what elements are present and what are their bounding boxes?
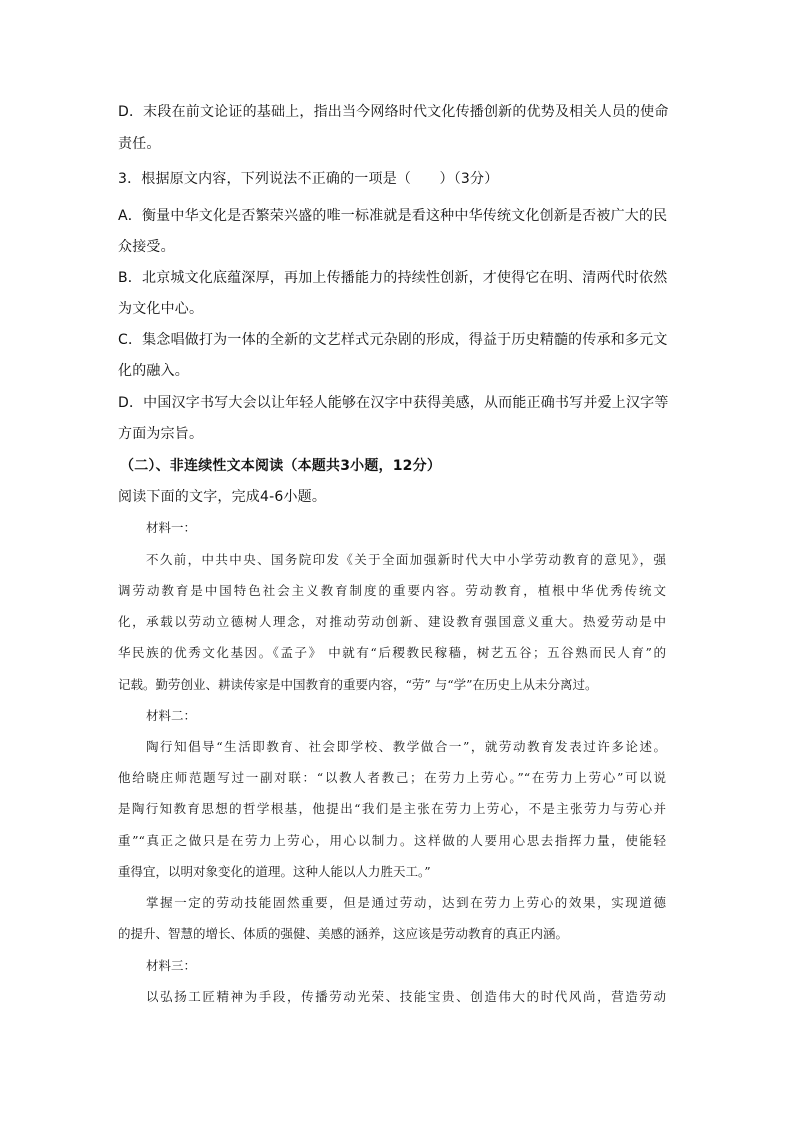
q3-option-d-line1: D．中国汉字书写大会以让年轻人能够在汉字中获得美感，从而能正确书写并爱上汉字等 bbox=[118, 395, 669, 411]
material2-line: 陶行知倡导“生活即教育、社会即学校、教学做合一”，就劳动教育发表过许多论述。 bbox=[146, 739, 666, 754]
q3-option-c-line1: C．集念唱做打为一体的全新的文艺样式元杂剧的形成，得益于历史精髓的传承和多元文 bbox=[118, 332, 668, 348]
q3-stem: 3．根据原文内容，下列说法不正确的一项是（ ）（3分） bbox=[118, 171, 499, 187]
material2-line: 的提升、智慧的增长、体质的强健、美感的涵养，这应该是劳动教育的真正内涵。 bbox=[118, 926, 569, 941]
q3-option-b-line2: 为文化中心。 bbox=[118, 301, 204, 317]
material3-label: 材料三： bbox=[146, 958, 197, 973]
material1-line: 华民族的优秀文化基因。《孟子》 中就有“后稷教民稼穑，树艺五谷；五谷熟而民人育”的 bbox=[118, 645, 666, 660]
q3-option-a-line1: A．衡量中华文化是否繁荣兴盛的唯一标准就是看这种中华传统文化创新是否被广大的民 bbox=[118, 208, 668, 224]
material2-line: 重”“真正之做只是在劳力上劳心，用心以制力。这样做的人要用心思去指挥力量，使能轻 bbox=[118, 833, 666, 848]
section-heading: （二）、非连续性文本阅读（本题共3小题，12分） bbox=[120, 458, 442, 474]
material1-label: 材料一： bbox=[146, 520, 197, 535]
material3-line: 以弘扬工匠精神为手段，传播劳动光荣、技能宝贵、创造伟大的时代风尚，营造劳动 bbox=[146, 989, 666, 1004]
section-instruction: 阅读下面的文字，完成4-6小题。 bbox=[118, 489, 327, 505]
q3-option-b-line1: B．北京城文化底蕴深厚，再加上传播能力的持续性创新，才使得它在明、清两代时依然 bbox=[118, 270, 668, 286]
material2-line: 是陶行知教育思想的哲学根基，他提出“我们是主张在劳力上劳心，不是主张劳力与劳心并 bbox=[118, 801, 666, 816]
q2-option-d-line2: 责任。 bbox=[118, 136, 161, 152]
material2-line: 掌握一定的劳动技能固然重要，但是通过劳动，达到在劳力上劳心的效果，实现道德 bbox=[146, 895, 666, 910]
material2-line: 他给晓庄师范题写过一副对联：“以教人者教己；在劳力上劳心。”“在劳力上劳心”可以说 bbox=[118, 770, 666, 785]
q2-option-d-line1: D．末段在前文论证的基础上，指出当今网络时代文化传播创新的优势及相关人员的使命 bbox=[118, 104, 669, 120]
material2-line: 重得宜，以明对象变化的道理。这种人能以人力胜天工。” bbox=[118, 864, 431, 879]
material2-label: 材料二： bbox=[146, 708, 197, 723]
material1-line: 记载。勤劳创业、耕读传家是中国教育的重要内容，“劳” 与“学”在历史上从未分离过。 bbox=[118, 677, 598, 692]
q3-option-a-line2: 众接受。 bbox=[118, 239, 175, 255]
material1-line: 不久前，中共中央、国务院印发《关于全面加强新时代大中小学劳动教育的意见》，强 bbox=[146, 552, 666, 567]
q3-option-d-line2: 方面为宗旨。 bbox=[118, 426, 204, 442]
material1-line: 调劳动教育是中国特色社会主义教育制度的重要内容。劳动教育，植根中华优秀传统文 bbox=[118, 583, 666, 598]
q3-option-c-line2: 化的融入。 bbox=[118, 363, 189, 379]
material1-line: 化，承载以劳动立德树人理念，对推动劳动创新、建设教育强国意义重大。热爱劳动是中 bbox=[118, 614, 666, 629]
